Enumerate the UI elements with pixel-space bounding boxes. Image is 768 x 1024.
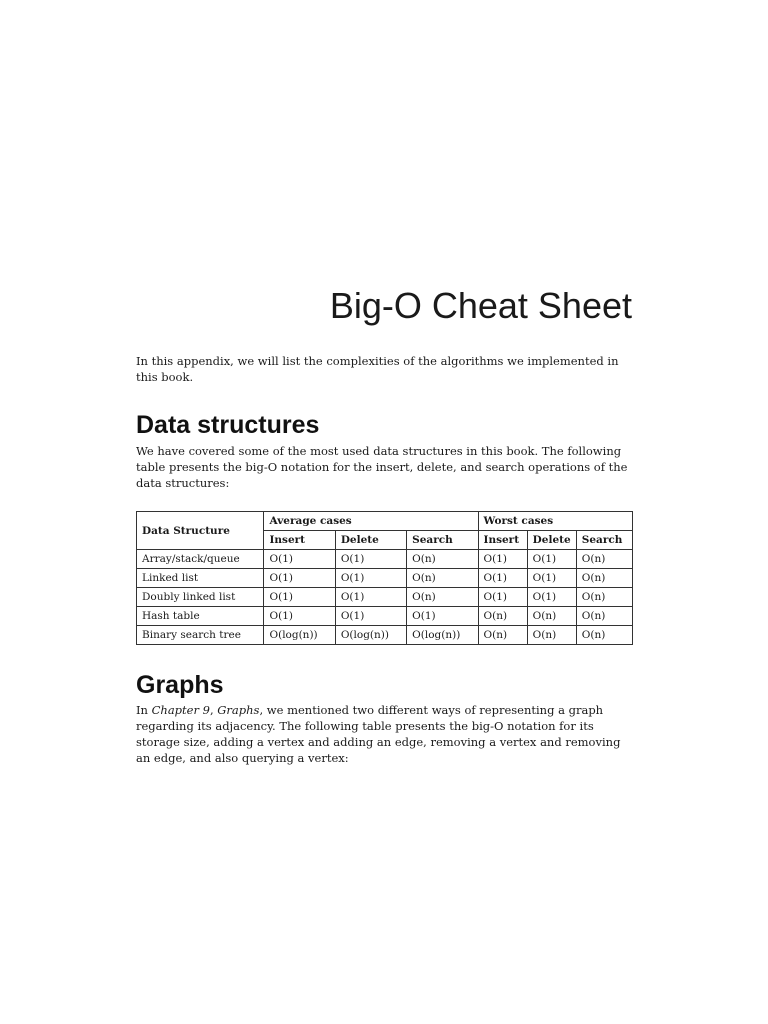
table-cell: O(n) — [407, 550, 478, 569]
table-row — [137, 626, 633, 645]
table-row — [137, 607, 633, 626]
table-cell: O(1) — [264, 588, 335, 607]
table-cell: O(1) — [264, 550, 335, 569]
table-cell: O(n) — [478, 607, 527, 626]
table-cell: O(1) — [527, 588, 576, 607]
table-cell: O(1) — [478, 569, 527, 588]
table-cell: Doubly linked list — [137, 588, 264, 607]
table-cell: O(1) — [335, 588, 406, 607]
table-cell: O(1) — [478, 550, 527, 569]
table-row — [137, 588, 633, 607]
graphs-heading: Graphs — [136, 671, 224, 699]
chapter-title-reference: Graphs — [217, 703, 260, 717]
page-title: Big-O Cheat Sheet — [329, 285, 632, 326]
graphs-paragraph — [136, 702, 636, 766]
table-cell: Linked list — [137, 569, 264, 588]
table-cell: O(1) — [335, 569, 406, 588]
table-cell: O(log(n)) — [264, 626, 335, 645]
table-cell: O(n) — [576, 569, 632, 588]
table-cell: O(1) — [335, 550, 406, 569]
table-cell: O(1) — [527, 550, 576, 569]
header-average-cases: Average cases — [264, 512, 478, 531]
table-cell: Array/stack/queue — [137, 550, 264, 569]
header-worst-cases: Worst cases — [478, 512, 632, 531]
table-cell: O(n) — [576, 626, 632, 645]
table-cell: O(n) — [527, 607, 576, 626]
complexity-table — [136, 511, 633, 645]
table-cell: O(n) — [407, 588, 478, 607]
table-cell: O(n) — [527, 626, 576, 645]
table-row — [137, 569, 633, 588]
graphs-text-comma: , — [209, 703, 218, 717]
table-header-row — [137, 512, 633, 531]
data-structures-heading: Data structures — [136, 411, 320, 439]
graphs-text-rest: , we mentioned two different ways of representing a graph regarding its adjacency. The following table presents the big-O notation for its storage size, adding a vertex and adding an edge, removing a vertex and removing an edge, and also querying a vertex: — [136, 703, 621, 765]
subheader-worst-delete: Delete — [527, 531, 576, 550]
subheader-worst-insert: Insert — [478, 531, 527, 550]
subheader-average-insert: Insert — [264, 531, 335, 550]
subheader-worst-search: Search — [576, 531, 632, 550]
table-cell: O(1) — [407, 607, 478, 626]
table-cell: Hash table — [137, 607, 264, 626]
table-row — [137, 550, 633, 569]
table-cell: O(1) — [264, 607, 335, 626]
table-cell: O(n) — [576, 588, 632, 607]
chapter-reference: Chapter 9 — [151, 703, 210, 717]
table-cell: O(1) — [478, 588, 527, 607]
table-cell: O(log(n)) — [407, 626, 478, 645]
intro-paragraph: In this appendix, we will list the complexities of the algorithms we implemented in this book. — [136, 354, 619, 384]
header-data-structure: Data Structure — [137, 512, 264, 550]
table-cell: O(1) — [335, 607, 406, 626]
table-cell: O(log(n)) — [335, 626, 406, 645]
table-cell: O(n) — [576, 607, 632, 626]
table-cell: Binary search tree — [137, 626, 264, 645]
table-cell: O(n) — [478, 626, 527, 645]
subheader-average-delete: Delete — [335, 531, 406, 550]
table-cell: O(n) — [407, 569, 478, 588]
table-cell: O(1) — [264, 569, 335, 588]
data-structures-paragraph: We have covered some of the most used data structures in this book. The following table presents the big-O notation for the insert, delete, and search operations of the data structures: — [136, 444, 628, 490]
table-cell: O(1) — [527, 569, 576, 588]
subheader-average-search: Search — [407, 531, 478, 550]
table-cell: O(n) — [576, 550, 632, 569]
graphs-text-in: In — [136, 703, 152, 717]
